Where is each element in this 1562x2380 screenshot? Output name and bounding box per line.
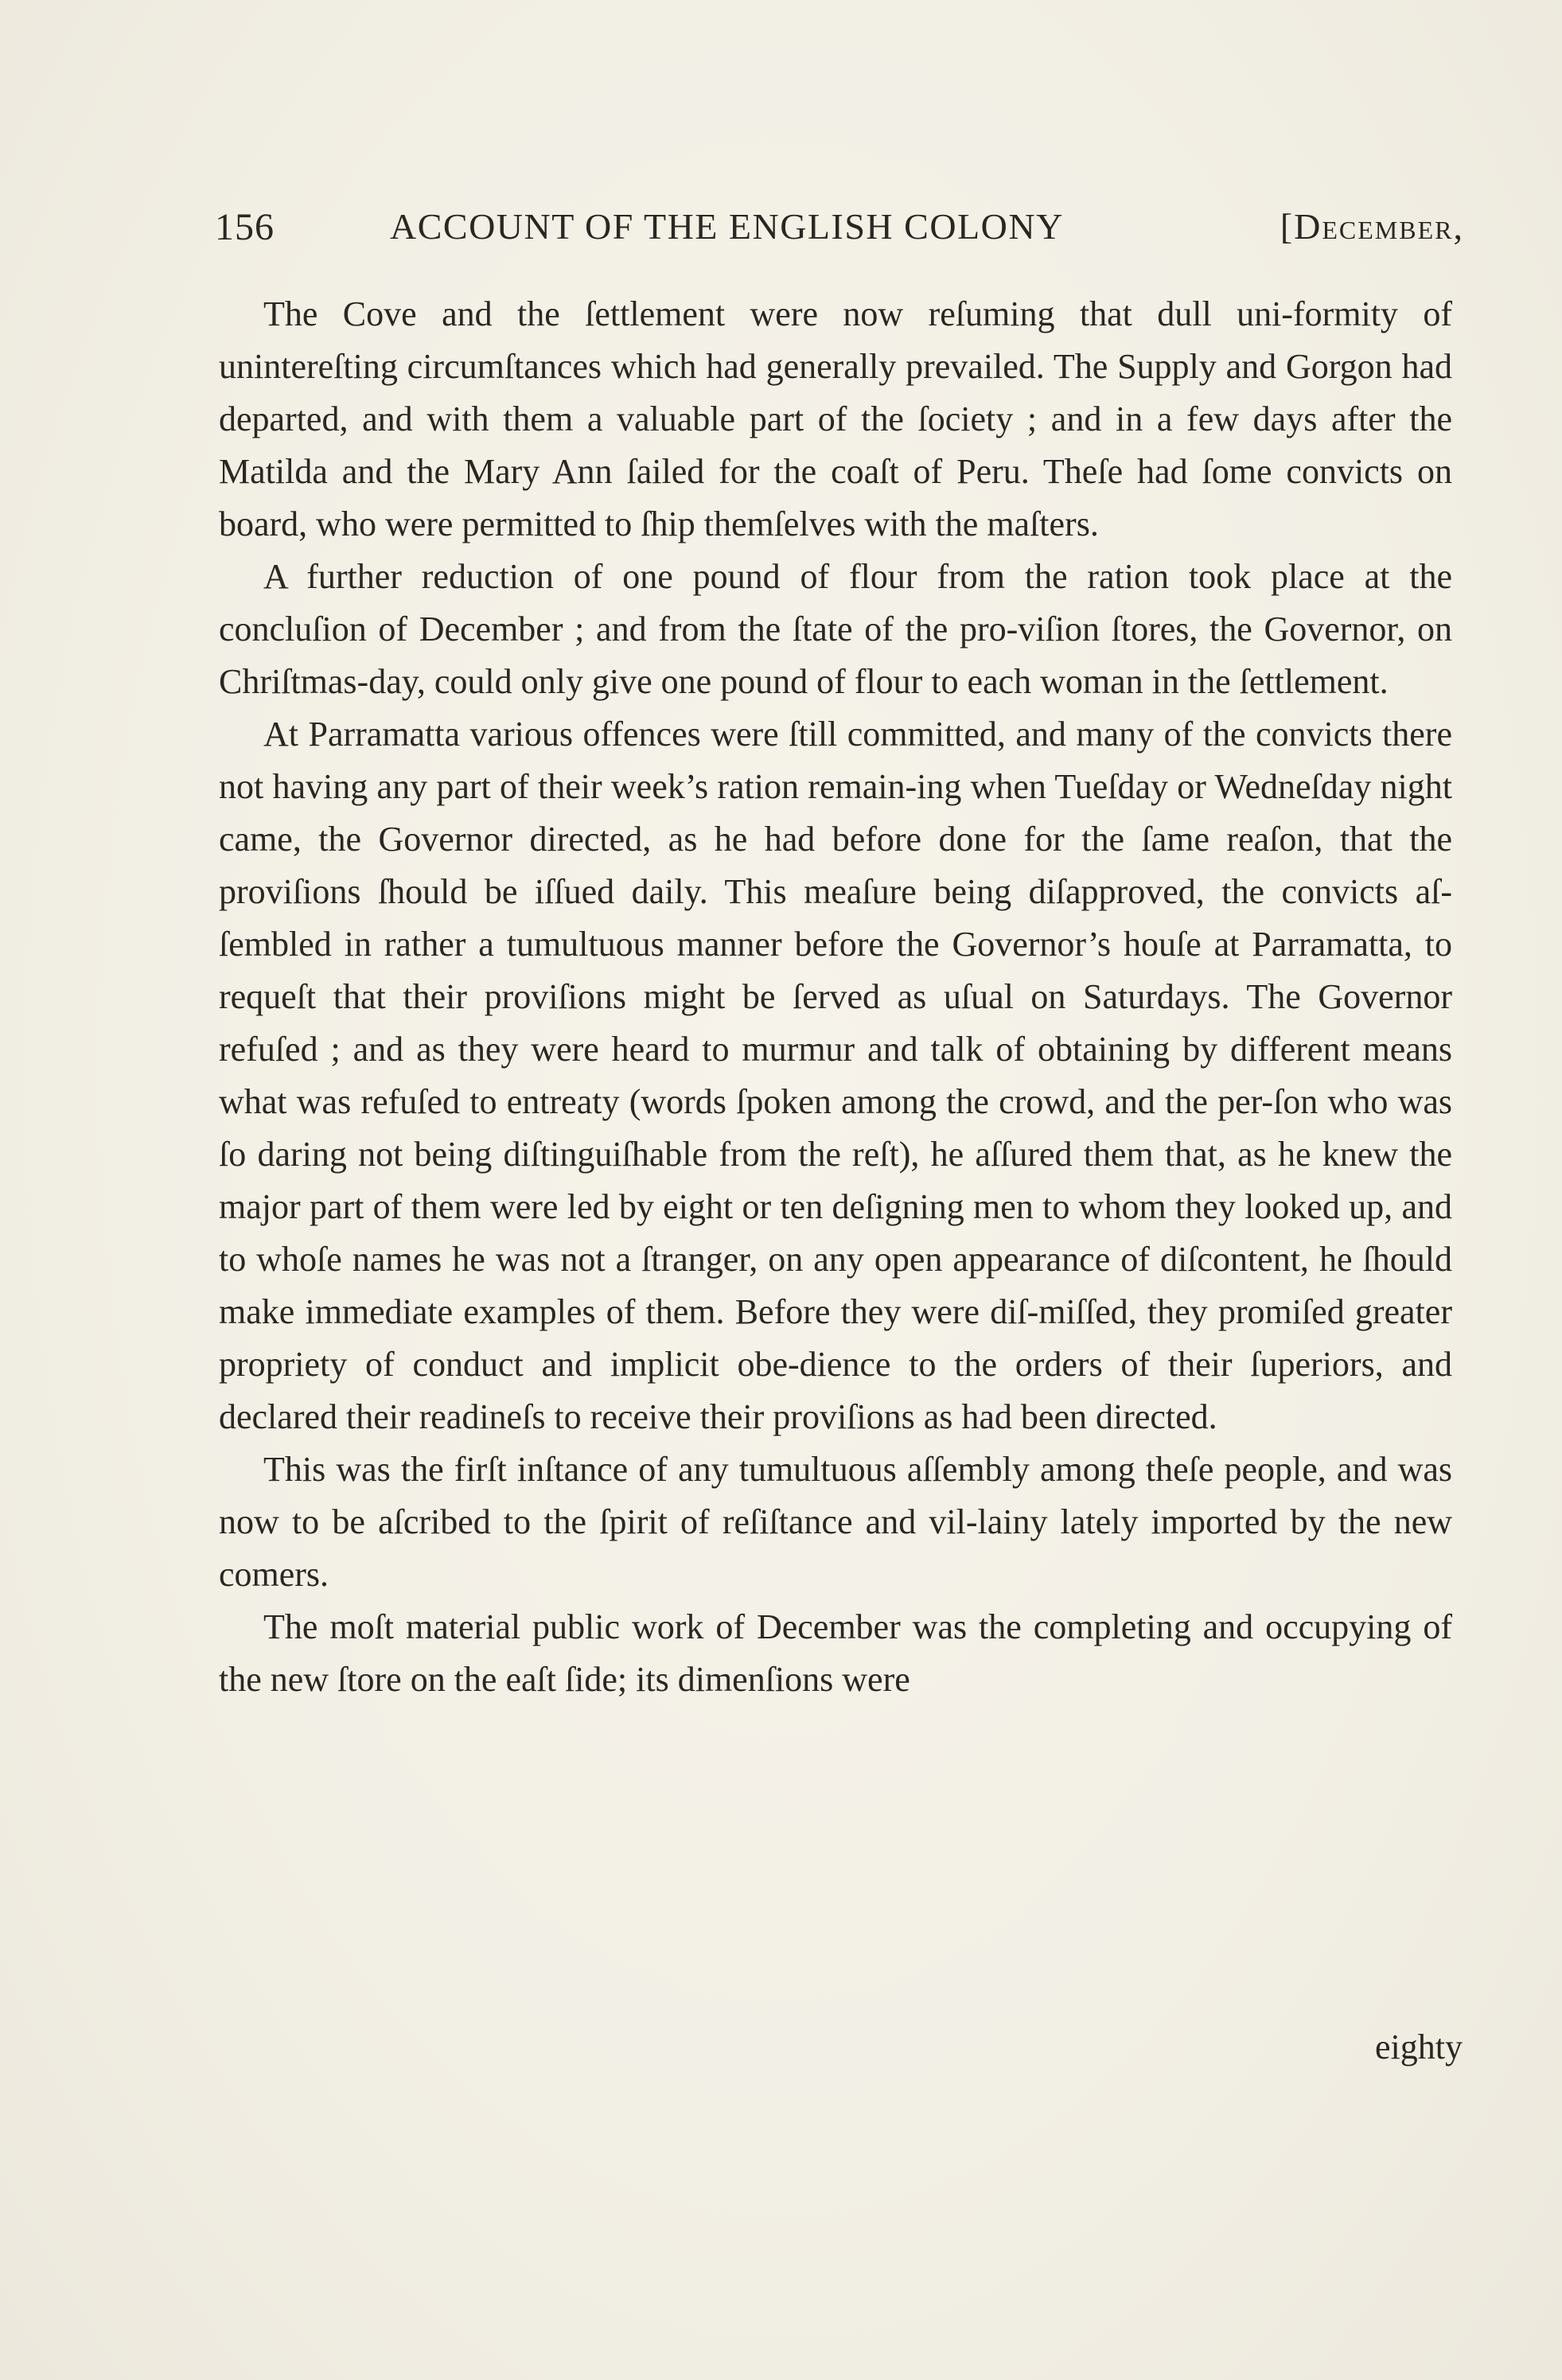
paragraph: This was the firſt inſtance of any tumultuous aſſembly among theſe people, and was now to be aſcribed to the ſpirit of reſiſtance and vil-lainy lately imported by the new comers. bbox=[219, 1450, 1452, 1594]
paragraph: A further reduction of one pound of flour from the ration took place at the concluſion of December ; and from the ſtate of the pro-viſion ſtores, the Governor, on Chriſtmas-day, could only give one pound of flour to each woman in the ſettlement. bbox=[219, 557, 1452, 701]
running-header bbox=[215, 205, 1464, 253]
page-number: 156 bbox=[215, 206, 275, 248]
running-title: ACCOUNT OF THE ENGLISH COLONY bbox=[390, 206, 1064, 247]
paragraph: The Cove and the ſettlement were now reſuming that dull uni-formity of unintereſting circumſtances which had generally prevailed. The Supply and Gorgon had departed, and with them a valuable part of the ſociety ; and in a few days after the Matilda and the Mary Ann ſailed for the coaſt of Peru. Theſe had ſome convicts on board, who were permitted to ſhip themſelves with the maſters. bbox=[219, 294, 1452, 543]
paragraph: At Parramatta various offences were ſtill committed, and many of the convicts there not having any part of their week’s ration remain-ing when Tueſday or Wedneſday night came, the Governor directed, as he had before done for the ſame reaſon, that the proviſions ſhould be iſſued daily. This meaſure being diſapproved, the convicts aſ-ſembled in rather a tumultuous manner before the Governor’s houſe at Parramatta, to requeſt that their proviſions might be ſerved as uſual on Saturdays. The Governor refuſed ; and as they were heard to murmur and talk of obtaining by different means what was refuſed to entreaty (words ſpoken among the crowd, and the per-ſon who was ſo daring not being diſtinguiſhable from the reſt), he aſſured them that, as he knew the major part of them were led by eight or ten deſigning men to whom they looked up, and to whoſe names he was not a ſtranger, on any open appearance of diſcontent, he ſhould make immediate examples of them. Before they were diſ-miſſed, they promiſed greater propriety of conduct and implicit obe-dience to the orders of their ſuperiors, and declared their readineſs to receive their proviſions as had been directed. bbox=[219, 715, 1452, 1436]
header-month: [December, bbox=[1280, 206, 1464, 247]
paragraph: The moſt material public work of December was the completing and occupying of the new ſtore on the eaſt ſide; its dimenſions were bbox=[219, 1607, 1452, 1699]
catchword: eighty bbox=[1375, 2027, 1463, 2066]
body-text bbox=[219, 288, 1452, 1706]
